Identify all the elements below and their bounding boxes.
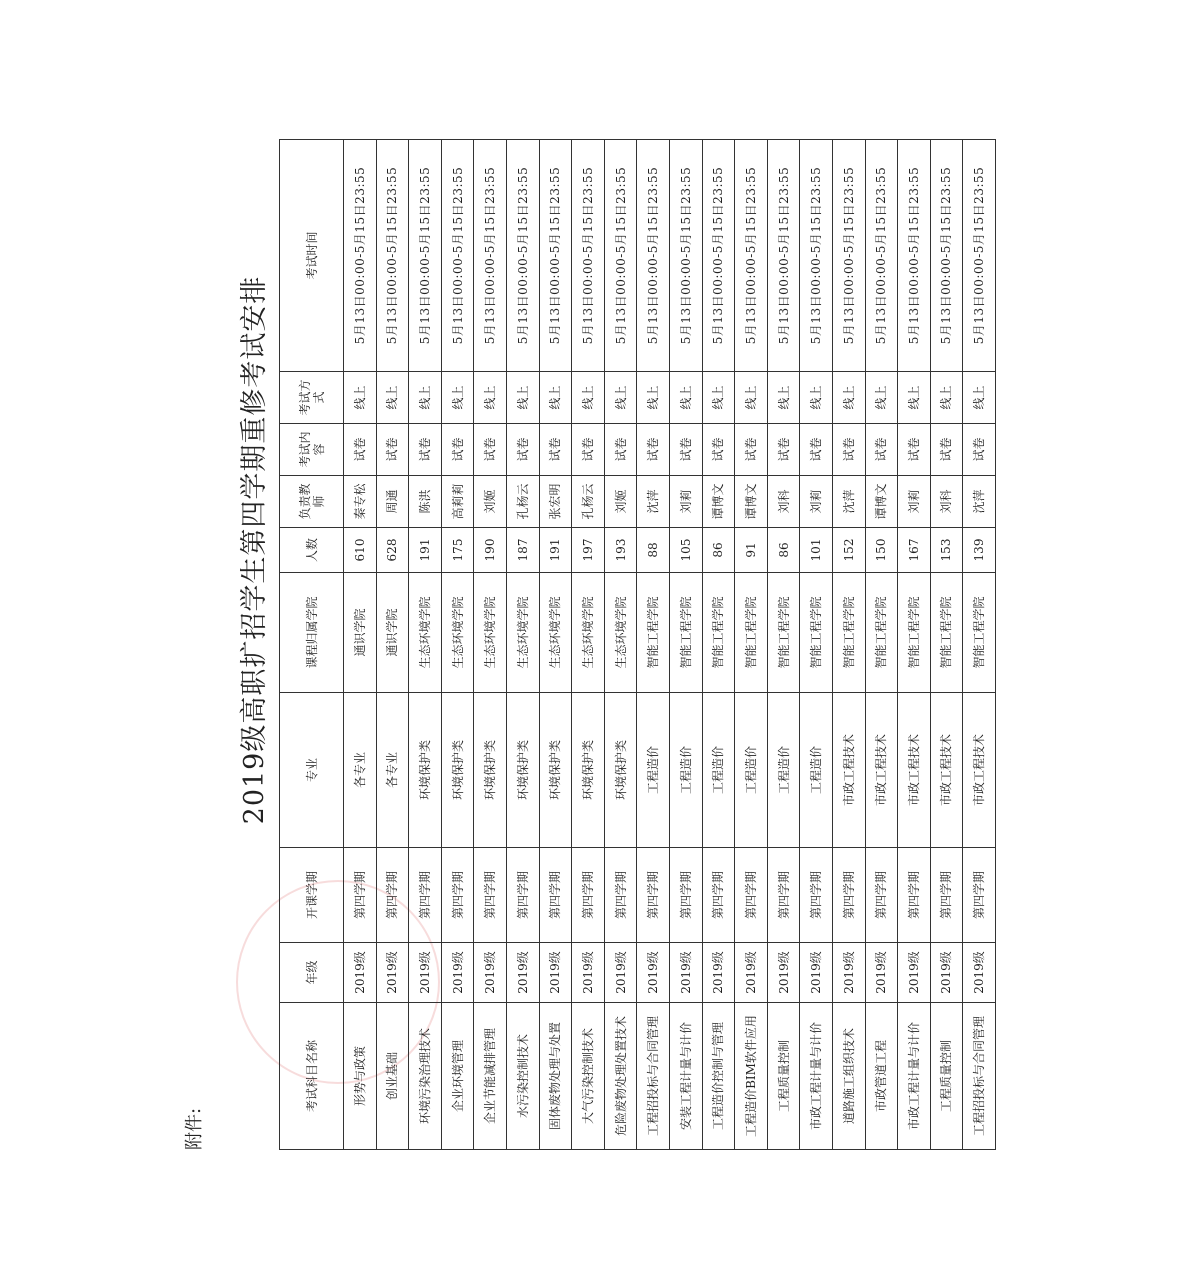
attachment-label: 附件: — [184, 1107, 205, 1150]
cell-mode: 线上 — [344, 372, 377, 424]
table-row — [669, 140, 702, 1150]
cell-content: 试卷 — [409, 424, 442, 476]
cell-course: 安装工程计量与计价 — [669, 1003, 702, 1150]
cell-count: 175 — [441, 528, 474, 573]
cell-grade: 2019级 — [409, 943, 442, 1003]
cell-content: 试卷 — [604, 424, 637, 476]
header-content: 考试内容 — [280, 424, 344, 476]
cell-course: 企业节能减排管理 — [474, 1003, 507, 1150]
cell-grade: 2019级 — [604, 943, 637, 1003]
header-term: 开课学期 — [280, 848, 344, 943]
table-row — [376, 140, 409, 1150]
cell-course: 水污染控制技术 — [506, 1003, 539, 1150]
cell-time: 5月13日00:00-5月15日23:55 — [832, 140, 865, 372]
cell-teacher: 刘莉 — [800, 476, 833, 528]
cell-major: 环境保护类 — [604, 693, 637, 848]
cell-count: 152 — [832, 528, 865, 573]
cell-content: 试卷 — [539, 424, 572, 476]
cell-mode: 线上 — [441, 372, 474, 424]
cell-major: 环境保护类 — [441, 693, 474, 848]
cell-teacher: 刘莉 — [898, 476, 931, 528]
table-row — [963, 140, 996, 1150]
cell-term: 第四学期 — [702, 848, 735, 943]
cell-course: 工程质量控制 — [930, 1003, 963, 1150]
cell-term: 第四学期 — [865, 848, 898, 943]
cell-count: 167 — [898, 528, 931, 573]
cell-time: 5月13日00:00-5月15日23:55 — [702, 140, 735, 372]
cell-teacher: 刘莉 — [669, 476, 702, 528]
table-row — [702, 140, 735, 1150]
cell-content: 试卷 — [800, 424, 833, 476]
cell-time: 5月13日00:00-5月15日23:55 — [572, 140, 605, 372]
cell-grade: 2019级 — [539, 943, 572, 1003]
cell-count: 150 — [865, 528, 898, 573]
cell-term: 第四学期 — [898, 848, 931, 943]
cell-grade: 2019级 — [376, 943, 409, 1003]
cell-major: 工程造价 — [702, 693, 735, 848]
cell-time: 5月13日00:00-5月15日23:55 — [963, 140, 996, 372]
cell-college: 智能工程学院 — [637, 573, 670, 693]
cell-college: 智能工程学院 — [702, 573, 735, 693]
cell-teacher: 谭博文 — [702, 476, 735, 528]
cell-course: 市政工程计量与计价 — [898, 1003, 931, 1150]
table-row — [930, 140, 963, 1150]
cell-content: 试卷 — [637, 424, 670, 476]
cell-content: 试卷 — [376, 424, 409, 476]
cell-teacher: 刘姬 — [474, 476, 507, 528]
cell-count: 139 — [963, 528, 996, 573]
cell-grade: 2019级 — [898, 943, 931, 1003]
cell-count: 193 — [604, 528, 637, 573]
cell-teacher: 谭博文 — [865, 476, 898, 528]
cell-content: 试卷 — [344, 424, 377, 476]
cell-college: 智能工程学院 — [963, 573, 996, 693]
cell-mode: 线上 — [930, 372, 963, 424]
cell-content: 试卷 — [572, 424, 605, 476]
cell-term: 第四学期 — [539, 848, 572, 943]
cell-teacher: 陈洪 — [409, 476, 442, 528]
header-row — [280, 140, 344, 1150]
cell-major: 工程造价 — [767, 693, 800, 848]
cell-college: 通识学院 — [376, 573, 409, 693]
cell-grade: 2019级 — [865, 943, 898, 1003]
cell-grade: 2019级 — [344, 943, 377, 1003]
cell-major: 市政工程技术 — [832, 693, 865, 848]
cell-teacher: 沈萍 — [637, 476, 670, 528]
cell-mode: 线上 — [506, 372, 539, 424]
cell-count: 86 — [767, 528, 800, 573]
cell-count: 91 — [735, 528, 768, 573]
cell-mode: 线上 — [963, 372, 996, 424]
cell-course: 工程造价BIM软件应用 — [735, 1003, 768, 1150]
cell-content: 试卷 — [865, 424, 898, 476]
header-mode: 考试方式 — [280, 372, 344, 424]
cell-college: 生态环境学院 — [539, 573, 572, 693]
cell-mode: 线上 — [572, 372, 605, 424]
cell-grade: 2019级 — [963, 943, 996, 1003]
cell-grade: 2019级 — [767, 943, 800, 1003]
cell-college: 通识学院 — [344, 573, 377, 693]
cell-major: 环境保护类 — [474, 693, 507, 848]
cell-term: 第四学期 — [474, 848, 507, 943]
table-row — [474, 140, 507, 1150]
cell-count: 191 — [409, 528, 442, 573]
cell-term: 第四学期 — [637, 848, 670, 943]
cell-term: 第四学期 — [506, 848, 539, 943]
cell-content: 试卷 — [441, 424, 474, 476]
cell-mode: 线上 — [539, 372, 572, 424]
cell-term: 第四学期 — [409, 848, 442, 943]
cell-time: 5月13日00:00-5月15日23:55 — [865, 140, 898, 372]
cell-time: 5月13日00:00-5月15日23:55 — [735, 140, 768, 372]
exam-schedule-table-wrapper — [279, 140, 996, 1150]
cell-mode: 线上 — [409, 372, 442, 424]
cell-major: 各专业 — [344, 693, 377, 848]
cell-mode: 线上 — [898, 372, 931, 424]
cell-grade: 2019级 — [800, 943, 833, 1003]
cell-count: 187 — [506, 528, 539, 573]
cell-time: 5月13日00:00-5月15日23:55 — [800, 140, 833, 372]
cell-course: 危险废物处理处置技术 — [604, 1003, 637, 1150]
cell-count: 190 — [474, 528, 507, 573]
cell-content: 试卷 — [474, 424, 507, 476]
cell-teacher: 沈萍 — [832, 476, 865, 528]
cell-grade: 2019级 — [930, 943, 963, 1003]
cell-college: 智能工程学院 — [735, 573, 768, 693]
table-row — [898, 140, 931, 1150]
cell-teacher: 谭博文 — [735, 476, 768, 528]
cell-term: 第四学期 — [604, 848, 637, 943]
cell-count: 101 — [800, 528, 833, 573]
cell-course: 工程招投标与合同管理 — [963, 1003, 996, 1150]
cell-college: 生态环境学院 — [572, 573, 605, 693]
cell-term: 第四学期 — [963, 848, 996, 943]
cell-mode: 线上 — [637, 372, 670, 424]
cell-teacher: 周通 — [376, 476, 409, 528]
cell-mode: 线上 — [800, 372, 833, 424]
cell-grade: 2019级 — [637, 943, 670, 1003]
cell-grade: 2019级 — [832, 943, 865, 1003]
cell-time: 5月13日00:00-5月15日23:55 — [441, 140, 474, 372]
table-row — [637, 140, 670, 1150]
cell-course: 市政管道工程 — [865, 1003, 898, 1150]
cell-time: 5月13日00:00-5月15日23:55 — [474, 140, 507, 372]
cell-college: 智能工程学院 — [865, 573, 898, 693]
table-row — [539, 140, 572, 1150]
cell-content: 试卷 — [898, 424, 931, 476]
cell-major: 环境保护类 — [409, 693, 442, 848]
cell-mode: 线上 — [702, 372, 735, 424]
cell-grade: 2019级 — [702, 943, 735, 1003]
cell-grade: 2019级 — [572, 943, 605, 1003]
cell-course: 道路施工组织技术 — [832, 1003, 865, 1150]
cell-teacher: 秦专松 — [344, 476, 377, 528]
cell-course: 固体废物处理与处置 — [539, 1003, 572, 1150]
cell-mode: 线上 — [832, 372, 865, 424]
cell-term: 第四学期 — [376, 848, 409, 943]
cell-time: 5月13日00:00-5月15日23:55 — [604, 140, 637, 372]
cell-college: 生态环境学院 — [604, 573, 637, 693]
cell-course: 工程招投标与合同管理 — [637, 1003, 670, 1150]
cell-college: 智能工程学院 — [832, 573, 865, 693]
header-grade: 年级 — [280, 943, 344, 1003]
cell-content: 试卷 — [767, 424, 800, 476]
cell-course: 创业基础 — [376, 1003, 409, 1150]
cell-major: 市政工程技术 — [930, 693, 963, 848]
cell-time: 5月13日00:00-5月15日23:55 — [409, 140, 442, 372]
cell-college: 生态环境学院 — [474, 573, 507, 693]
page-title: 2019级高职扩招学生第四学期重修考试安排 — [239, 275, 270, 825]
cell-college: 智能工程学院 — [930, 573, 963, 693]
cell-time: 5月13日00:00-5月15日23:55 — [506, 140, 539, 372]
header-teacher: 负责教师 — [280, 476, 344, 528]
cell-term: 第四学期 — [669, 848, 702, 943]
table-row — [344, 140, 377, 1150]
cell-teacher: 孔杨云 — [572, 476, 605, 528]
cell-major: 市政工程技术 — [865, 693, 898, 848]
cell-content: 试卷 — [735, 424, 768, 476]
cell-course: 企业环境管理 — [441, 1003, 474, 1150]
cell-college: 智能工程学院 — [767, 573, 800, 693]
table-row — [832, 140, 865, 1150]
cell-teacher: 沈萍 — [963, 476, 996, 528]
cell-course: 市政工程计量与计价 — [800, 1003, 833, 1150]
cell-course: 形势与政策 — [344, 1003, 377, 1150]
cell-count: 628 — [376, 528, 409, 573]
cell-count: 153 — [930, 528, 963, 573]
cell-college: 生态环境学院 — [441, 573, 474, 693]
cell-teacher: 刘科 — [767, 476, 800, 528]
cell-term: 第四学期 — [832, 848, 865, 943]
cell-major: 工程造价 — [800, 693, 833, 848]
cell-major: 环境保护类 — [539, 693, 572, 848]
cell-college: 智能工程学院 — [800, 573, 833, 693]
cell-term: 第四学期 — [930, 848, 963, 943]
cell-content: 试卷 — [669, 424, 702, 476]
cell-time: 5月13日00:00-5月15日23:55 — [637, 140, 670, 372]
cell-major: 工程造价 — [669, 693, 702, 848]
cell-content: 试卷 — [702, 424, 735, 476]
cell-time: 5月13日00:00-5月15日23:55 — [767, 140, 800, 372]
cell-count: 191 — [539, 528, 572, 573]
cell-course: 工程质量控制 — [767, 1003, 800, 1150]
cell-mode: 线上 — [669, 372, 702, 424]
cell-term: 第四学期 — [344, 848, 377, 943]
cell-time: 5月13日00:00-5月15日23:55 — [930, 140, 963, 372]
cell-teacher: 刘姬 — [604, 476, 637, 528]
cell-content: 试卷 — [930, 424, 963, 476]
cell-major: 各专业 — [376, 693, 409, 848]
cell-grade: 2019级 — [474, 943, 507, 1003]
cell-major: 市政工程技术 — [898, 693, 931, 848]
cell-count: 610 — [344, 528, 377, 573]
cell-college: 智能工程学院 — [898, 573, 931, 693]
cell-term: 第四学期 — [572, 848, 605, 943]
cell-grade: 2019级 — [506, 943, 539, 1003]
header-time: 考试时间 — [280, 140, 344, 372]
cell-time: 5月13日00:00-5月15日23:55 — [539, 140, 572, 372]
exam-schedule-table — [279, 139, 996, 1150]
table-row — [572, 140, 605, 1150]
cell-course: 大气污染控制技术 — [572, 1003, 605, 1150]
table-row — [800, 140, 833, 1150]
cell-mode: 线上 — [474, 372, 507, 424]
cell-mode: 线上 — [767, 372, 800, 424]
cell-term: 第四学期 — [735, 848, 768, 943]
cell-count: 197 — [572, 528, 605, 573]
cell-mode: 线上 — [604, 372, 637, 424]
cell-course: 工程造价控制与管理 — [702, 1003, 735, 1150]
cell-time: 5月13日00:00-5月15日23:55 — [898, 140, 931, 372]
cell-term: 第四学期 — [800, 848, 833, 943]
cell-college: 生态环境学院 — [506, 573, 539, 693]
cell-major: 环境保护类 — [506, 693, 539, 848]
cell-college: 智能工程学院 — [669, 573, 702, 693]
cell-mode: 线上 — [735, 372, 768, 424]
cell-course: 环境污染治理技术 — [409, 1003, 442, 1150]
table-row — [409, 140, 442, 1150]
cell-count: 105 — [669, 528, 702, 573]
table-row — [735, 140, 768, 1150]
cell-major: 工程造价 — [735, 693, 768, 848]
cell-term: 第四学期 — [767, 848, 800, 943]
cell-time: 5月13日00:00-5月15日23:55 — [344, 140, 377, 372]
cell-grade: 2019级 — [441, 943, 474, 1003]
cell-grade: 2019级 — [669, 943, 702, 1003]
cell-teacher: 高莉莉 — [441, 476, 474, 528]
cell-count: 86 — [702, 528, 735, 573]
cell-grade: 2019级 — [735, 943, 768, 1003]
cell-content: 试卷 — [832, 424, 865, 476]
cell-major: 工程造价 — [637, 693, 670, 848]
cell-teacher: 刘科 — [930, 476, 963, 528]
table-row — [865, 140, 898, 1150]
cell-term: 第四学期 — [441, 848, 474, 943]
header-major: 专业 — [280, 693, 344, 848]
table-row — [441, 140, 474, 1150]
cell-content: 试卷 — [506, 424, 539, 476]
cell-teacher: 张宏明 — [539, 476, 572, 528]
cell-mode: 线上 — [376, 372, 409, 424]
cell-major: 环境保护类 — [572, 693, 605, 848]
cell-count: 88 — [637, 528, 670, 573]
cell-major: 市政工程技术 — [963, 693, 996, 848]
header-course: 考试科目名称 — [280, 1003, 344, 1150]
header-count: 人数 — [280, 528, 344, 573]
cell-content: 试卷 — [963, 424, 996, 476]
table-row — [506, 140, 539, 1150]
cell-teacher: 孔杨云 — [506, 476, 539, 528]
cell-time: 5月13日00:00-5月15日23:55 — [669, 140, 702, 372]
cell-college: 生态环境学院 — [409, 573, 442, 693]
table-row — [604, 140, 637, 1150]
header-college: 课程归属学院 — [280, 573, 344, 693]
cell-time: 5月13日00:00-5月15日23:55 — [376, 140, 409, 372]
cell-mode: 线上 — [865, 372, 898, 424]
table-row — [767, 140, 800, 1150]
